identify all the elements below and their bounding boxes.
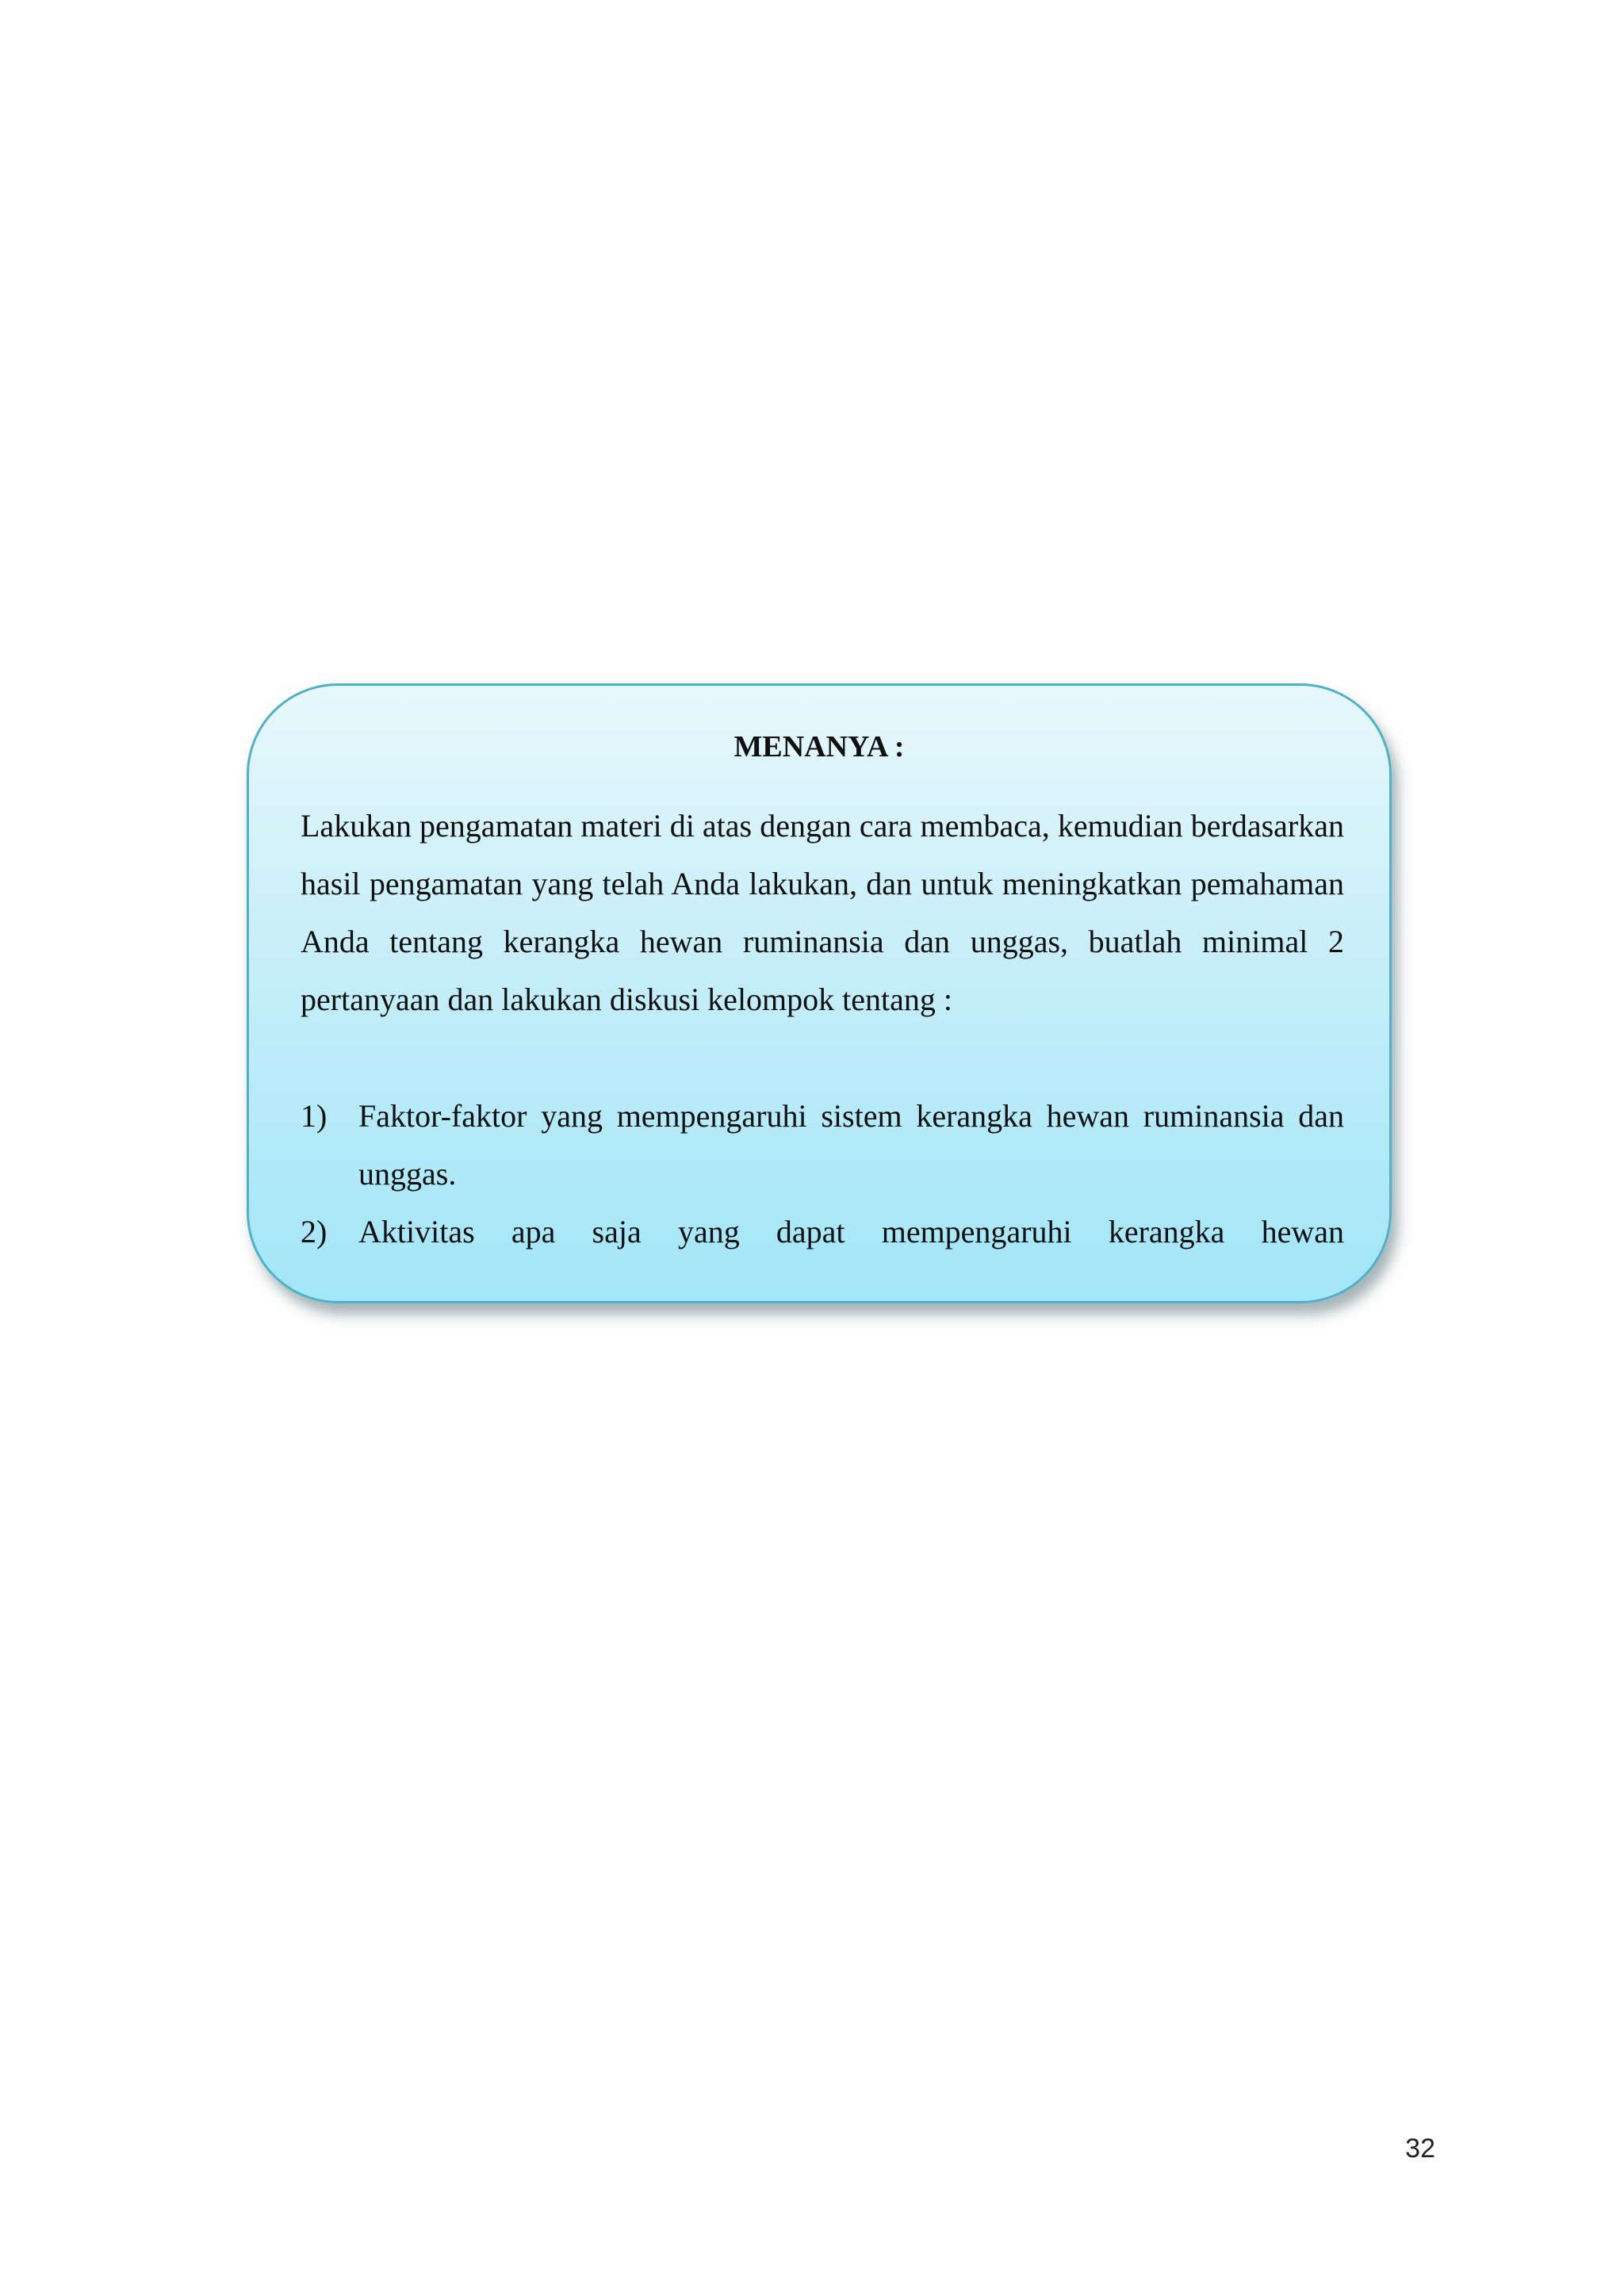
list-item bbox=[301, 1203, 1344, 1261]
list-item-text: Faktor-faktor yang mempengaruhi sistem kerangka hewan ruminansia dan unggas. bbox=[358, 1098, 1344, 1192]
menanya-box bbox=[247, 683, 1392, 1303]
box-title: MENANYA : bbox=[733, 730, 905, 763]
question-list bbox=[301, 1087, 1344, 1261]
box-paragraph: Lakukan pengamatan materi di atas dengan cara membaca, kemudian berdasarkan hasil pengamatan yang telah Anda lakukan, dan untuk meningkatkan pemahaman Anda tentang kerangka hewan ruminansia dan unggas, buatlah minimal 2 pertanyaan dan lakukan diskusi kelompok tentang : bbox=[301, 808, 1344, 1017]
list-item-number: 1) bbox=[301, 1098, 327, 1134]
page-number: 32 bbox=[1405, 2133, 1435, 2164]
list-item-number: 2) bbox=[301, 1214, 327, 1249]
list-item-text: Aktivitas apa saja yang dapat mempengaruhi kerangka hewan bbox=[358, 1214, 1344, 1249]
list-item bbox=[301, 1087, 1344, 1203]
